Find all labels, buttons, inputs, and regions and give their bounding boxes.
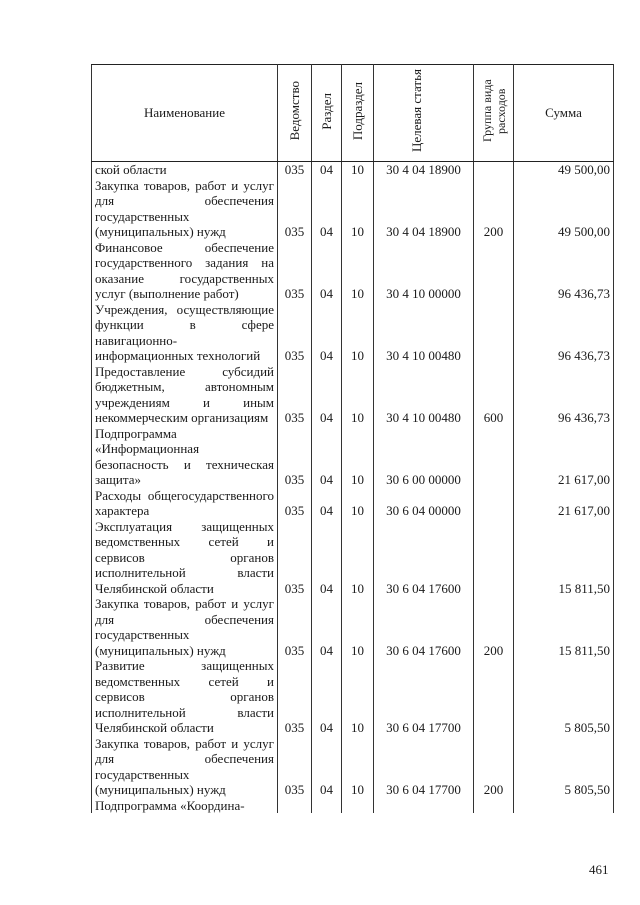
table-row [92, 426, 614, 488]
header-target-article: Целевая статья [374, 65, 474, 162]
table-row [92, 364, 614, 426]
cell-department: 035 [278, 596, 312, 658]
header-section: Раздел [312, 65, 342, 162]
cell-name: Закупка товаров, работ и услуг для обеспечения государственных (муниципальных) нужд [92, 736, 278, 798]
cell-section: 04 [312, 364, 342, 426]
cell-section: 04 [312, 240, 342, 302]
cell-subsection: 10 [342, 736, 374, 798]
cell-department: 035 [278, 302, 312, 364]
cell-name: Развитие защищенных ведомственных сетей и сервисов органов исполнительной власти Челябинской области [92, 658, 278, 736]
table-header-row [92, 65, 614, 162]
header-sum: Сумма [514, 65, 614, 162]
cell-subsection: 10 [342, 519, 374, 597]
cell-target-article: 30 4 04 18900 [374, 162, 474, 178]
cell-section: 04 [312, 519, 342, 597]
cell-expense-group [474, 302, 514, 364]
cell-name: Подпрограмма «Информационная безопасность и техническая защита» [92, 426, 278, 488]
cell-expense-group [474, 658, 514, 736]
cell-sum: 21 617,00 [514, 426, 614, 488]
cell-department: 035 [278, 736, 312, 798]
cell-target-article: 30 4 10 00480 [374, 364, 474, 426]
table-row [92, 658, 614, 736]
cell-target-article [374, 798, 474, 814]
cell-name: Учреждения, осуществляющие функции в сфере навигационно-информационных технологий [92, 302, 278, 364]
cell-expense-group: 200 [474, 736, 514, 798]
cell-name: Закупка товаров, работ и услуг для обеспечения государственных (муниципальных) нужд [92, 178, 278, 240]
cell-expense-group [474, 798, 514, 814]
cell-expense-group: 200 [474, 596, 514, 658]
cell-name: Эксплуатация защищенных ведомственных сетей и сервисов органов исполнительной власти Челябинской области [92, 519, 278, 597]
header-expense-group: Группа вида расходов [474, 65, 514, 162]
cell-target-article: 30 4 10 00480 [374, 302, 474, 364]
cell-name: Предоставление субсидий бюджетным, автономным учреждениям и иным некоммерческим организациям [92, 364, 278, 426]
cell-department: 035 [278, 658, 312, 736]
cell-subsection: 10 [342, 426, 374, 488]
cell-subsection: 10 [342, 162, 374, 178]
cell-section [312, 798, 342, 814]
cell-section: 04 [312, 658, 342, 736]
cell-target-article: 30 6 04 00000 [374, 488, 474, 519]
cell-name: Подпрограмма «Координа- [92, 798, 278, 814]
table-row [92, 162, 614, 178]
cell-department [278, 798, 312, 814]
cell-name: ской области [92, 162, 278, 178]
cell-expense-group [474, 240, 514, 302]
cell-subsection: 10 [342, 488, 374, 519]
cell-subsection: 10 [342, 364, 374, 426]
header-department: Ведомство [278, 65, 312, 162]
cell-department: 035 [278, 488, 312, 519]
header-name: Наименование [92, 65, 278, 162]
cell-section: 04 [312, 162, 342, 178]
header-subsection: Подраздел [342, 65, 374, 162]
budget-table-frame [91, 64, 613, 813]
cell-target-article: 30 4 10 00000 [374, 240, 474, 302]
cell-target-article: 30 6 04 17700 [374, 658, 474, 736]
cell-department: 035 [278, 426, 312, 488]
cell-target-article: 30 4 04 18900 [374, 178, 474, 240]
cell-department: 035 [278, 162, 312, 178]
cell-target-article: 30 6 00 00000 [374, 426, 474, 488]
table-row [92, 302, 614, 364]
cell-subsection: 10 [342, 302, 374, 364]
cell-section: 04 [312, 178, 342, 240]
table-row [92, 596, 614, 658]
budget-table [91, 64, 614, 813]
cell-expense-group [474, 426, 514, 488]
cell-department: 035 [278, 364, 312, 426]
cell-section: 04 [312, 302, 342, 364]
cell-subsection: 10 [342, 240, 374, 302]
cell-sum: 21 617,00 [514, 488, 614, 519]
cell-expense-group [474, 162, 514, 178]
cell-sum: 15 811,50 [514, 596, 614, 658]
cell-sum: 49 500,00 [514, 178, 614, 240]
cell-target-article: 30 6 04 17600 [374, 519, 474, 597]
table-row [92, 488, 614, 519]
cell-expense-group: 600 [474, 364, 514, 426]
cell-target-article: 30 6 04 17700 [374, 736, 474, 798]
cell-sum: 5 805,50 [514, 736, 614, 798]
cell-target-article: 30 6 04 17600 [374, 596, 474, 658]
cell-sum: 96 436,73 [514, 240, 614, 302]
cell-expense-group [474, 519, 514, 597]
cell-section: 04 [312, 426, 342, 488]
cell-section: 04 [312, 596, 342, 658]
table-row [92, 178, 614, 240]
cell-sum: 5 805,50 [514, 658, 614, 736]
cell-department: 035 [278, 519, 312, 597]
cell-subsection: 10 [342, 178, 374, 240]
cell-section: 04 [312, 488, 342, 519]
cell-name: Финансовое обеспечение государственного задания на оказание государственных услуг (выполнение работ) [92, 240, 278, 302]
cell-department: 035 [278, 178, 312, 240]
cell-subsection: 10 [342, 596, 374, 658]
cell-subsection [342, 798, 374, 814]
cell-sum: 49 500,00 [514, 162, 614, 178]
table-row [92, 736, 614, 798]
cell-name: Закупка товаров, работ и услуг для обеспечения государственных (муниципальных) нужд [92, 596, 278, 658]
cell-sum: 15 811,50 [514, 519, 614, 597]
table-row [92, 240, 614, 302]
page-number: 461 [589, 862, 609, 877]
cell-sum: 96 436,73 [514, 302, 614, 364]
cell-expense-group: 200 [474, 178, 514, 240]
cell-sum: 96 436,73 [514, 364, 614, 426]
cell-section: 04 [312, 736, 342, 798]
table-row [92, 519, 614, 597]
cell-sum [514, 798, 614, 814]
table-row [92, 798, 614, 814]
cell-subsection: 10 [342, 658, 374, 736]
cell-department: 035 [278, 240, 312, 302]
cell-expense-group [474, 488, 514, 519]
cell-name: Расходы общегосударственного характера [92, 488, 278, 519]
